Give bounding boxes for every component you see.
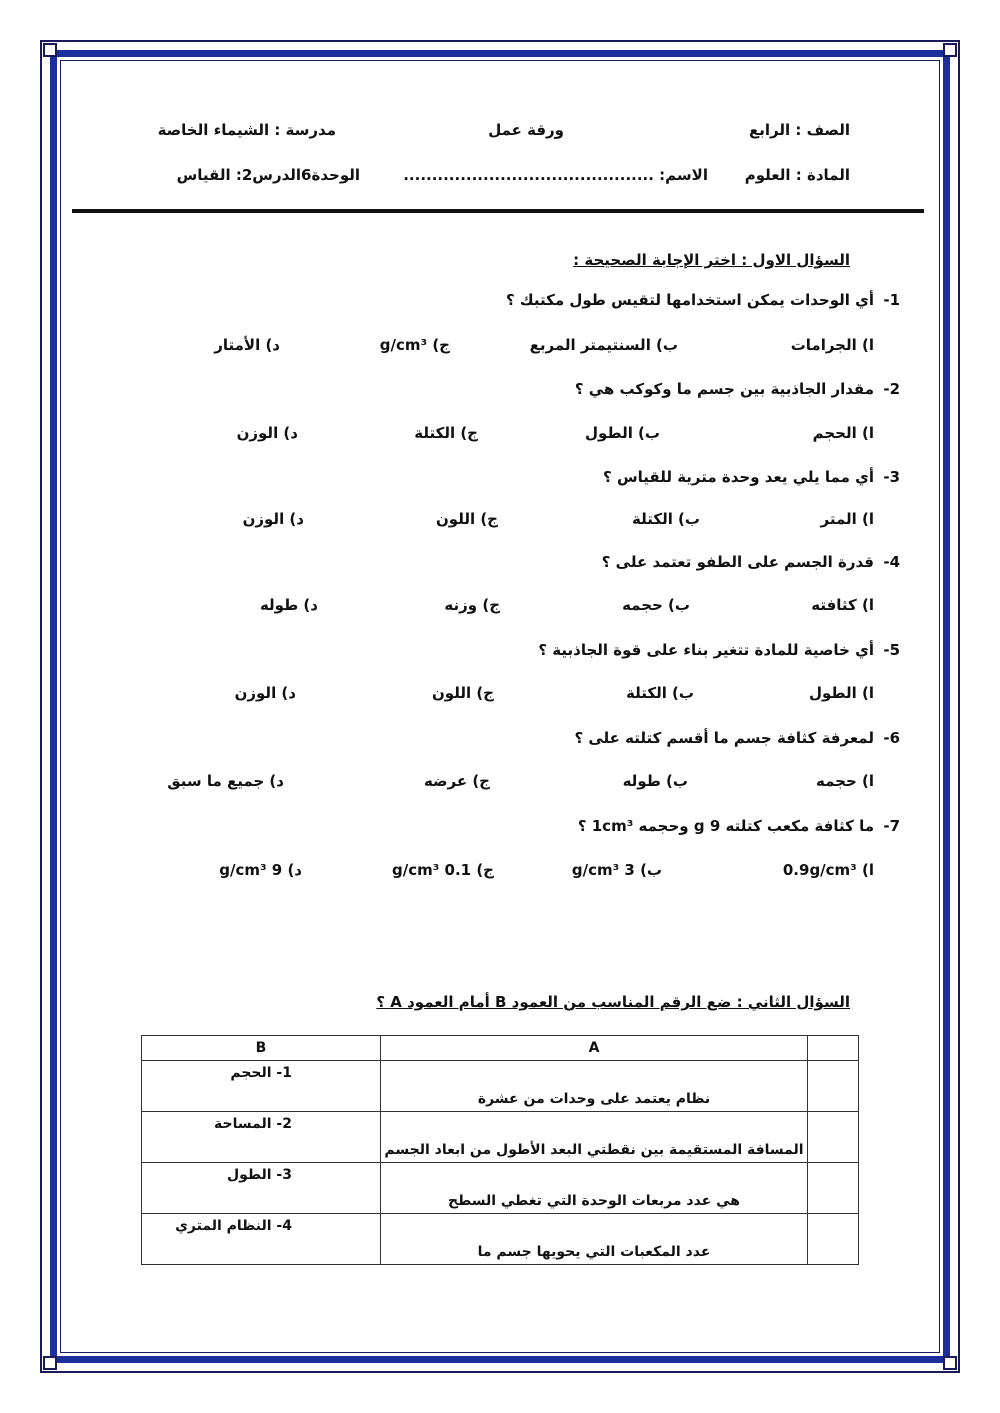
option-a[interactable]: ا) الحجم (812, 424, 874, 442)
column-a-header: A (381, 1036, 808, 1061)
column-a-cell: عدد المكعبات التي يحويها جسم ما (381, 1214, 808, 1265)
option-b[interactable]: ب) طوله (622, 772, 688, 790)
corner-ornament (943, 1356, 957, 1370)
option-d[interactable]: د) الأمتار (214, 336, 280, 354)
q2-title: السؤال الثاني : ضع الرقم المناسب من العمود B أمام العمود A ؟ (376, 993, 850, 1011)
column-a-cell: نظام يعتمد على وحدات من عشرة (381, 1061, 808, 1112)
question-number: 5- (883, 641, 900, 659)
option-c[interactable]: ج) اللون (432, 684, 494, 702)
column-b-cell: 1- الحجم (142, 1061, 381, 1112)
school-name: مدرسة : الشيماء الخاصة (157, 121, 336, 139)
header-divider (72, 209, 924, 213)
answer-cell[interactable] (808, 1112, 859, 1163)
question-text: لمعرفة كثافة جسم ما أقسم كتلته على ؟ (574, 729, 874, 747)
unit-lesson-label: الوحدة6الدرس2: القياس (176, 166, 360, 184)
question-number: 7- (883, 817, 900, 835)
student-name-field[interactable]: الاسم: ............................................ (403, 166, 708, 184)
option-b[interactable]: ب) الطول (585, 424, 660, 442)
option-c[interactable]: ج) الكتلة (414, 424, 478, 442)
option-b[interactable]: ب) السنتيمتر المربع (529, 336, 678, 354)
question-text: قدرة الجسم على الطفو تعتمد على ؟ (601, 553, 874, 571)
question-number: 3- (883, 468, 900, 486)
option-d[interactable]: د) الوزن (234, 684, 296, 702)
option-b[interactable]: ب) الكتلة (626, 684, 694, 702)
option-b[interactable]: ب) حجمه (622, 596, 690, 614)
column-b-cell: 3- الطول (142, 1163, 381, 1214)
corner-ornament (43, 1356, 57, 1370)
option-a[interactable]: ا) المتر (820, 510, 874, 528)
option-c[interactable]: ج) وزنه (444, 596, 500, 614)
table-header-row (142, 1036, 859, 1061)
question-number: 2- (883, 380, 900, 398)
column-b-cell: 4- النظام المتري (142, 1214, 381, 1265)
table-row (142, 1112, 859, 1163)
option-d[interactable]: د) جميع ما سبق (167, 772, 284, 790)
question-number: 4- (883, 553, 900, 571)
option-c[interactable]: ج) g/cm³ (379, 336, 450, 354)
option-c[interactable]: ج) 0.1 g/cm³ (391, 861, 494, 879)
column-b-cell: 2- المساحة (142, 1112, 381, 1163)
sheet-title: ورقة عمل (488, 121, 564, 139)
option-a[interactable]: ا) كثافته (811, 596, 874, 614)
answer-cell[interactable] (808, 1163, 859, 1214)
option-a[interactable]: ا) الجرامات (790, 336, 874, 354)
option-d[interactable]: د) طوله (259, 596, 318, 614)
question-text: ما كثافة مكعب كتلته 9 g وحجمه 1cm³ ؟ (577, 817, 874, 835)
option-d[interactable]: د) الوزن (236, 424, 298, 442)
option-d[interactable]: د) الوزن (242, 510, 304, 528)
question-text: مقدار الجاذبية بين جسم ما وكوكب هي ؟ (574, 380, 874, 398)
q1-title: السؤال الاول : اختر الإجابة الصحيحة : (573, 251, 850, 269)
option-a[interactable]: ا) 0.9g/cm³ (782, 861, 874, 879)
question-text: أي مما يلي يعد وحدة مترية للقياس ؟ (603, 468, 874, 486)
option-b[interactable]: ب) 3 g/cm³ (571, 861, 662, 879)
option-c[interactable]: ج) اللون (436, 510, 498, 528)
option-a[interactable]: ا) حجمه (816, 772, 874, 790)
question-text: أي خاصية للمادة تتغير بناء على قوة الجاذبية ؟ (538, 641, 874, 659)
question-text: أي الوحدات يمكن استخدامها لتقيس طول مكتبك ؟ (505, 291, 874, 309)
table-row (142, 1061, 859, 1112)
matching-table (141, 1035, 859, 1265)
option-d[interactable]: د) 9 g/cm³ (219, 861, 302, 879)
option-c[interactable]: ج) عرضه (423, 772, 490, 790)
column-b-header: B (142, 1036, 381, 1061)
table-row (142, 1214, 859, 1265)
corner-ornament (943, 43, 957, 57)
question-number: 6- (883, 729, 900, 747)
subject-label: المادة : العلوم (744, 166, 850, 184)
answer-cell[interactable] (808, 1214, 859, 1265)
question-number: 1- (883, 291, 900, 309)
table-row (142, 1163, 859, 1214)
column-a-cell: هي عدد مربعات الوحدة التي تغطي السطح (381, 1163, 808, 1214)
column-a-cell: المسافة المستقيمة بين نقطتي البعد الأطول من ابعاد الجسم (381, 1112, 808, 1163)
grade-label: الصف : الرابع (749, 121, 850, 139)
option-a[interactable]: ا) الطول (808, 684, 874, 702)
option-b[interactable]: ب) الكتلة (632, 510, 700, 528)
answer-header-cell (808, 1036, 859, 1061)
answer-cell[interactable] (808, 1061, 859, 1112)
corner-ornament (43, 43, 57, 57)
